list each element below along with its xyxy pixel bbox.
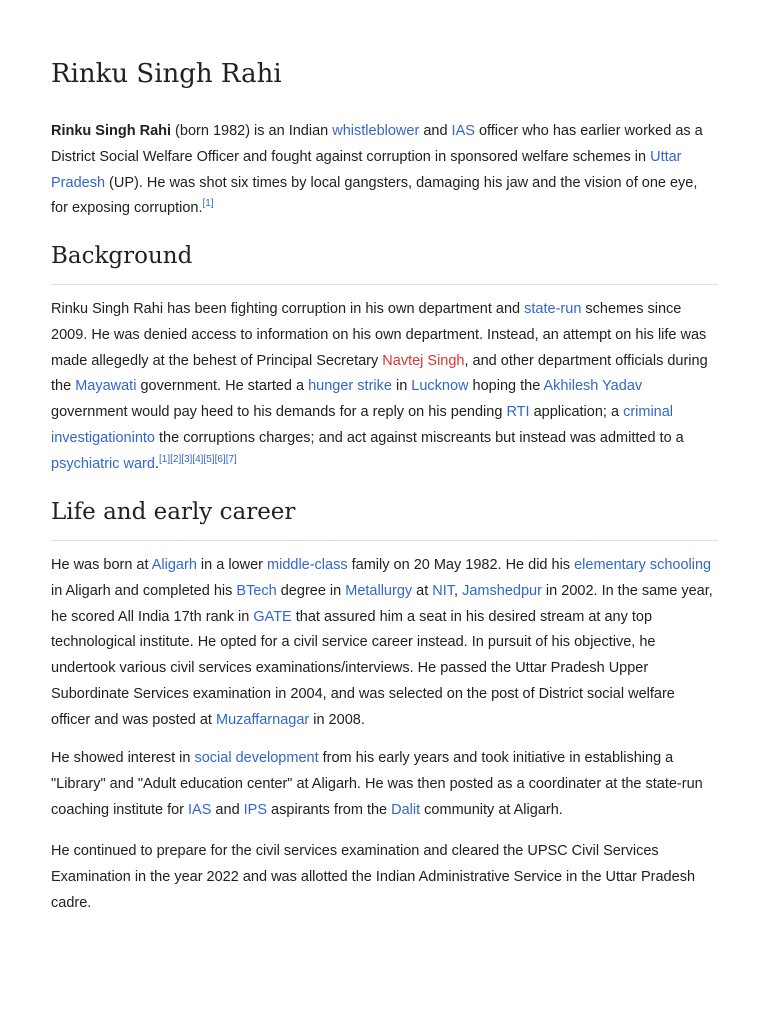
life-paragraph-2 <box>51 746 718 823</box>
link-rti[interactable]: RTI <box>506 404 530 421</box>
section-heading-background: Background <box>51 239 718 285</box>
text: application; a <box>529 404 624 421</box>
text: , <box>454 582 463 599</box>
link-middle-class[interactable]: middle-class <box>267 557 348 573</box>
link-ias[interactable]: IAS <box>451 123 475 139</box>
text: . <box>154 455 159 472</box>
text: in 2002. In the same year, he scored All India 17th rank in <box>51 582 713 625</box>
link-aligarh[interactable]: Aligarh <box>151 557 197 573</box>
link-ips[interactable]: IPS <box>243 801 268 818</box>
background-paragraph <box>51 297 718 478</box>
reference-link[interactable]: [1] <box>202 198 214 210</box>
link-criminal-investigation[interactable]: criminal investigationinto <box>51 404 674 446</box>
link-hunger-strike[interactable]: hunger strike <box>308 378 392 395</box>
text: He was born at <box>51 557 152 573</box>
text: in Aligarh and completed his <box>51 582 237 599</box>
life-paragraph-1 <box>51 553 718 734</box>
subject-name: Rinku Singh Rahi <box>51 123 172 139</box>
link-psychiatric-ward[interactable]: psychiatric ward <box>51 455 155 472</box>
text: community at Aligarh. <box>420 801 563 818</box>
text: in 2008. <box>309 711 365 728</box>
text: and <box>419 123 452 139</box>
text: , and other department officials during the <box>51 352 708 395</box>
link-ias[interactable]: IAS <box>188 801 212 818</box>
link-muzaffarnagar[interactable]: Muzaffarnagar <box>215 711 310 728</box>
text: family on 20 May 1982. He did his <box>347 557 575 573</box>
text: officer who has earlier worked as a District Social Welfare Officer and fought against corruption in sponsored welfare schemes in <box>51 123 703 165</box>
text: government would pay heed to his demands for a reply on his pending <box>51 404 507 421</box>
link-navtej-singh[interactable]: Navtej Singh <box>382 352 465 369</box>
link-dalit[interactable]: Dalit <box>391 801 421 818</box>
intro-paragraph <box>51 119 718 222</box>
link-whistleblower[interactable]: whistleblower <box>332 123 420 139</box>
text: the corruptions charges; and act against miscreants but instead was admitted to a <box>155 429 684 446</box>
text: that assured him a seat in his desired stream at any top technological institute. He opted for a civil service career instead. In pursuit of his objective, he undertook various civil services examinations/interviews. He passed the Uttar Pradesh Upper Subordinate Services examination in 2004, and was selected on the post of District social welfare officer and was posted at <box>51 608 675 728</box>
link-social-development[interactable]: social development <box>194 750 319 766</box>
link-btech[interactable]: BTech <box>236 582 277 599</box>
life-paragraph-3: He continued to prepare for the civil services examination and cleared the UPSC Civil Services Examination in the year 2022 and was allotted the Indian Administrative Service in the Uttar Pradesh cadre. <box>51 843 696 911</box>
link-lucknow[interactable]: Lucknow <box>411 378 469 395</box>
text: aspirants from the <box>267 801 392 818</box>
link-metallurgy[interactable]: Metallurgy <box>345 582 413 599</box>
link-state-run[interactable]: state-run <box>524 301 582 317</box>
text: (born 1982) is an Indian <box>171 123 333 139</box>
text: at <box>412 582 433 599</box>
text: hoping the <box>468 378 544 395</box>
text: schemes since 2009. He was denied access to information on his own department. Instead, an attempt on his life was made allegedly at the behest of Principal Secretary <box>51 301 707 369</box>
text: and <box>211 801 244 818</box>
link-gate[interactable]: GATE <box>253 608 292 625</box>
page-title: Rinku Singh Rahi <box>51 59 282 89</box>
link-nit[interactable]: NIT <box>432 582 455 599</box>
text: in <box>391 378 412 395</box>
text: (UP). He was shot six times by local gangsters, damaging his jaw and the vision of one eye, for exposing corruption. <box>51 174 698 217</box>
link-elementary-schooling[interactable]: elementary schooling <box>574 557 712 573</box>
text: degree in <box>276 582 346 599</box>
text: in a lower <box>196 557 268 573</box>
link-akhilesh-yadav[interactable]: Akhilesh Yadav <box>543 378 643 395</box>
text: He showed interest in <box>51 750 195 766</box>
section-heading-life: Life and early career <box>51 495 718 541</box>
link-mayawati[interactable]: Mayawati <box>75 378 137 395</box>
text: from his early years and took initiative in establishing a "Library" and "Adult education center" at Aligarh. He was then posted as a coordinater at the state-run coaching institute for <box>51 750 703 818</box>
link-uttar-pradesh[interactable]: Uttar Pradesh <box>51 148 682 191</box>
reference-links[interactable]: [1][2][3][4][5][6][7] <box>158 453 237 465</box>
text: Rinku Singh Rahi has been fighting corruption in his own department and <box>51 301 525 317</box>
link-jamshedpur[interactable]: Jamshedpur <box>462 582 542 599</box>
text: government. He started a <box>136 378 309 395</box>
